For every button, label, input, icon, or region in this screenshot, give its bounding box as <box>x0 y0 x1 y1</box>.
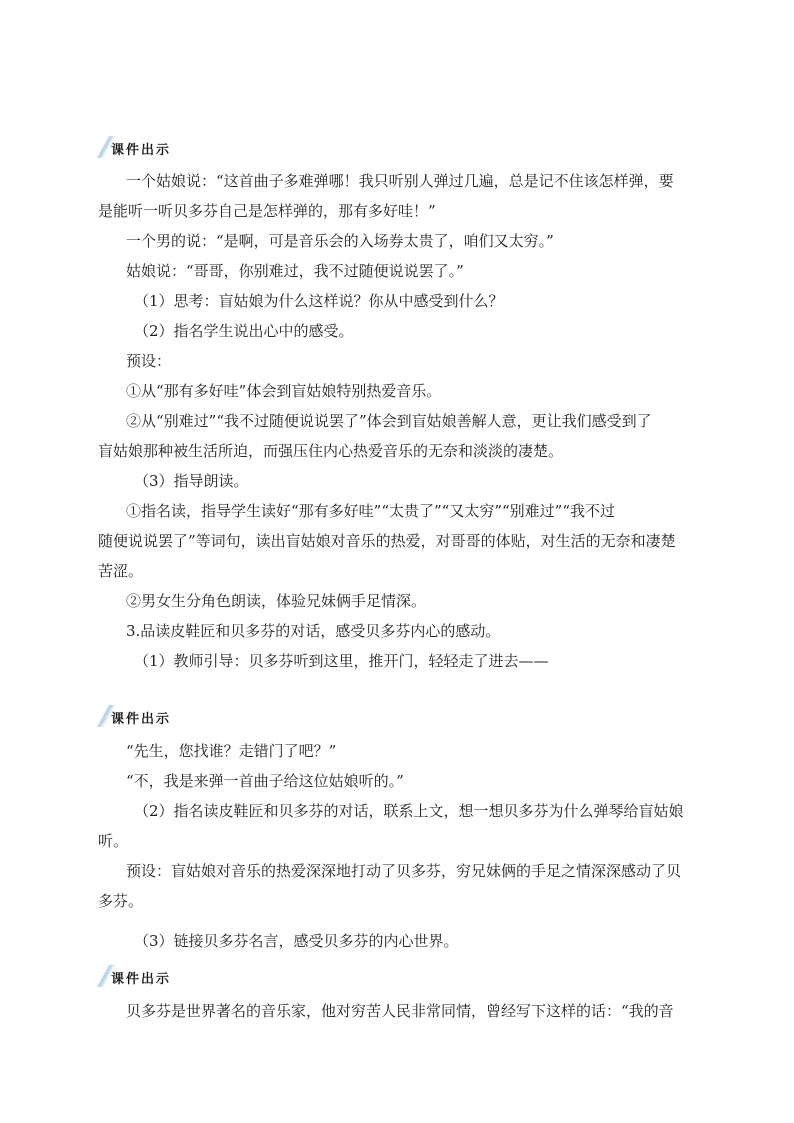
paragraph-line: 一个姑娘说：“这首曲子多难弹哪！我只听别人弹过几遍，总是记不住该怎样弹，要 <box>126 172 674 190</box>
paragraph-line: ①从“那有多好哇”体会到盲姑娘特别热爱音乐。 <box>126 382 442 400</box>
paragraph-line: ②男女生分角色朗读，体验兄妹俩手足情深。 <box>126 592 427 610</box>
paragraph-line: （3）链接贝多芬名言，感受贝多芬的内心世界。 <box>134 932 459 950</box>
courseware-badge <box>95 963 235 989</box>
paragraph-line: 贝多芬是世界著名的音乐家，他对穷苦人民非常同情，曾经写下这样的话：“我的音 <box>126 1002 674 1020</box>
paragraph-line: 预设：盲姑娘对音乐的热爱深深地打动了贝多芬，穷兄妹俩的手足之情深深感动了贝 <box>126 862 682 880</box>
paragraph-line: 一个男的说：“是啊，可是音乐会的入场券太贵了，咱们又太穷。” <box>126 232 554 250</box>
paragraph-line: 随便说说罢了”等词句，读出盲姑娘对音乐的热爱，对哥哥的体贴，对生活的无奈和凄楚 <box>98 532 676 550</box>
paragraph-line: （1）思考：盲姑娘为什么这样说？你从中感受到什么？ <box>134 292 504 310</box>
paragraph-line: 姑娘说：“哥哥，你别难过，我不过随便说说罢了。” <box>126 262 464 280</box>
paragraph-line: ②从“别难过”“我不过随便说说罢了”体会到盲姑娘善解人意，更让我们感受到了 <box>126 412 652 430</box>
paragraph-line: 多芬。 <box>98 892 144 910</box>
paragraph-line: 苦涩。 <box>98 562 144 580</box>
paragraph-line: 盲姑娘那种被生活所迫，而强压住内心热爱音乐的无奈和淡淡的凄楚。 <box>98 442 564 460</box>
paragraph-line: ①指名读，指导学生读好“那有多好哇”“太贵了”“又太穷”“别难过”“我不过 <box>126 502 616 520</box>
badge-label: 课件出示 <box>111 712 172 727</box>
paragraph-line: （2）指名读皮鞋匠和贝多芬的对话，联系上文，想一想贝多芬为什么弹琴给盲姑娘 <box>134 802 684 820</box>
badge-label: 课件出示 <box>111 143 172 158</box>
paragraph-line: （2）指名学生说出心中的感受。 <box>134 322 354 340</box>
paragraph-line: （1）教师引导：贝多芬听到这里，推开门，轻轻走了进去—— <box>134 652 549 670</box>
paragraph-line: 是能听一听贝多芬自己是怎样弹的，那有多好哇！” <box>98 202 436 220</box>
badge-label: 课件出示 <box>111 972 172 987</box>
paragraph-line: （3）指导朗读。 <box>134 472 249 490</box>
paragraph-line: 3.品读皮鞋匠和贝多芬的对话，感受贝多芬内心的感动。 <box>126 622 501 640</box>
courseware-badge <box>95 134 235 160</box>
courseware-badge <box>95 703 235 729</box>
paragraph-line: “不，我是来弹一首曲子给这位姑娘听的。” <box>126 772 404 790</box>
paragraph-line: 听。 <box>98 832 129 850</box>
paragraph-line: 预设： <box>126 352 172 370</box>
paragraph-line: “先生，您找谁？走错门了吧？” <box>126 742 337 760</box>
